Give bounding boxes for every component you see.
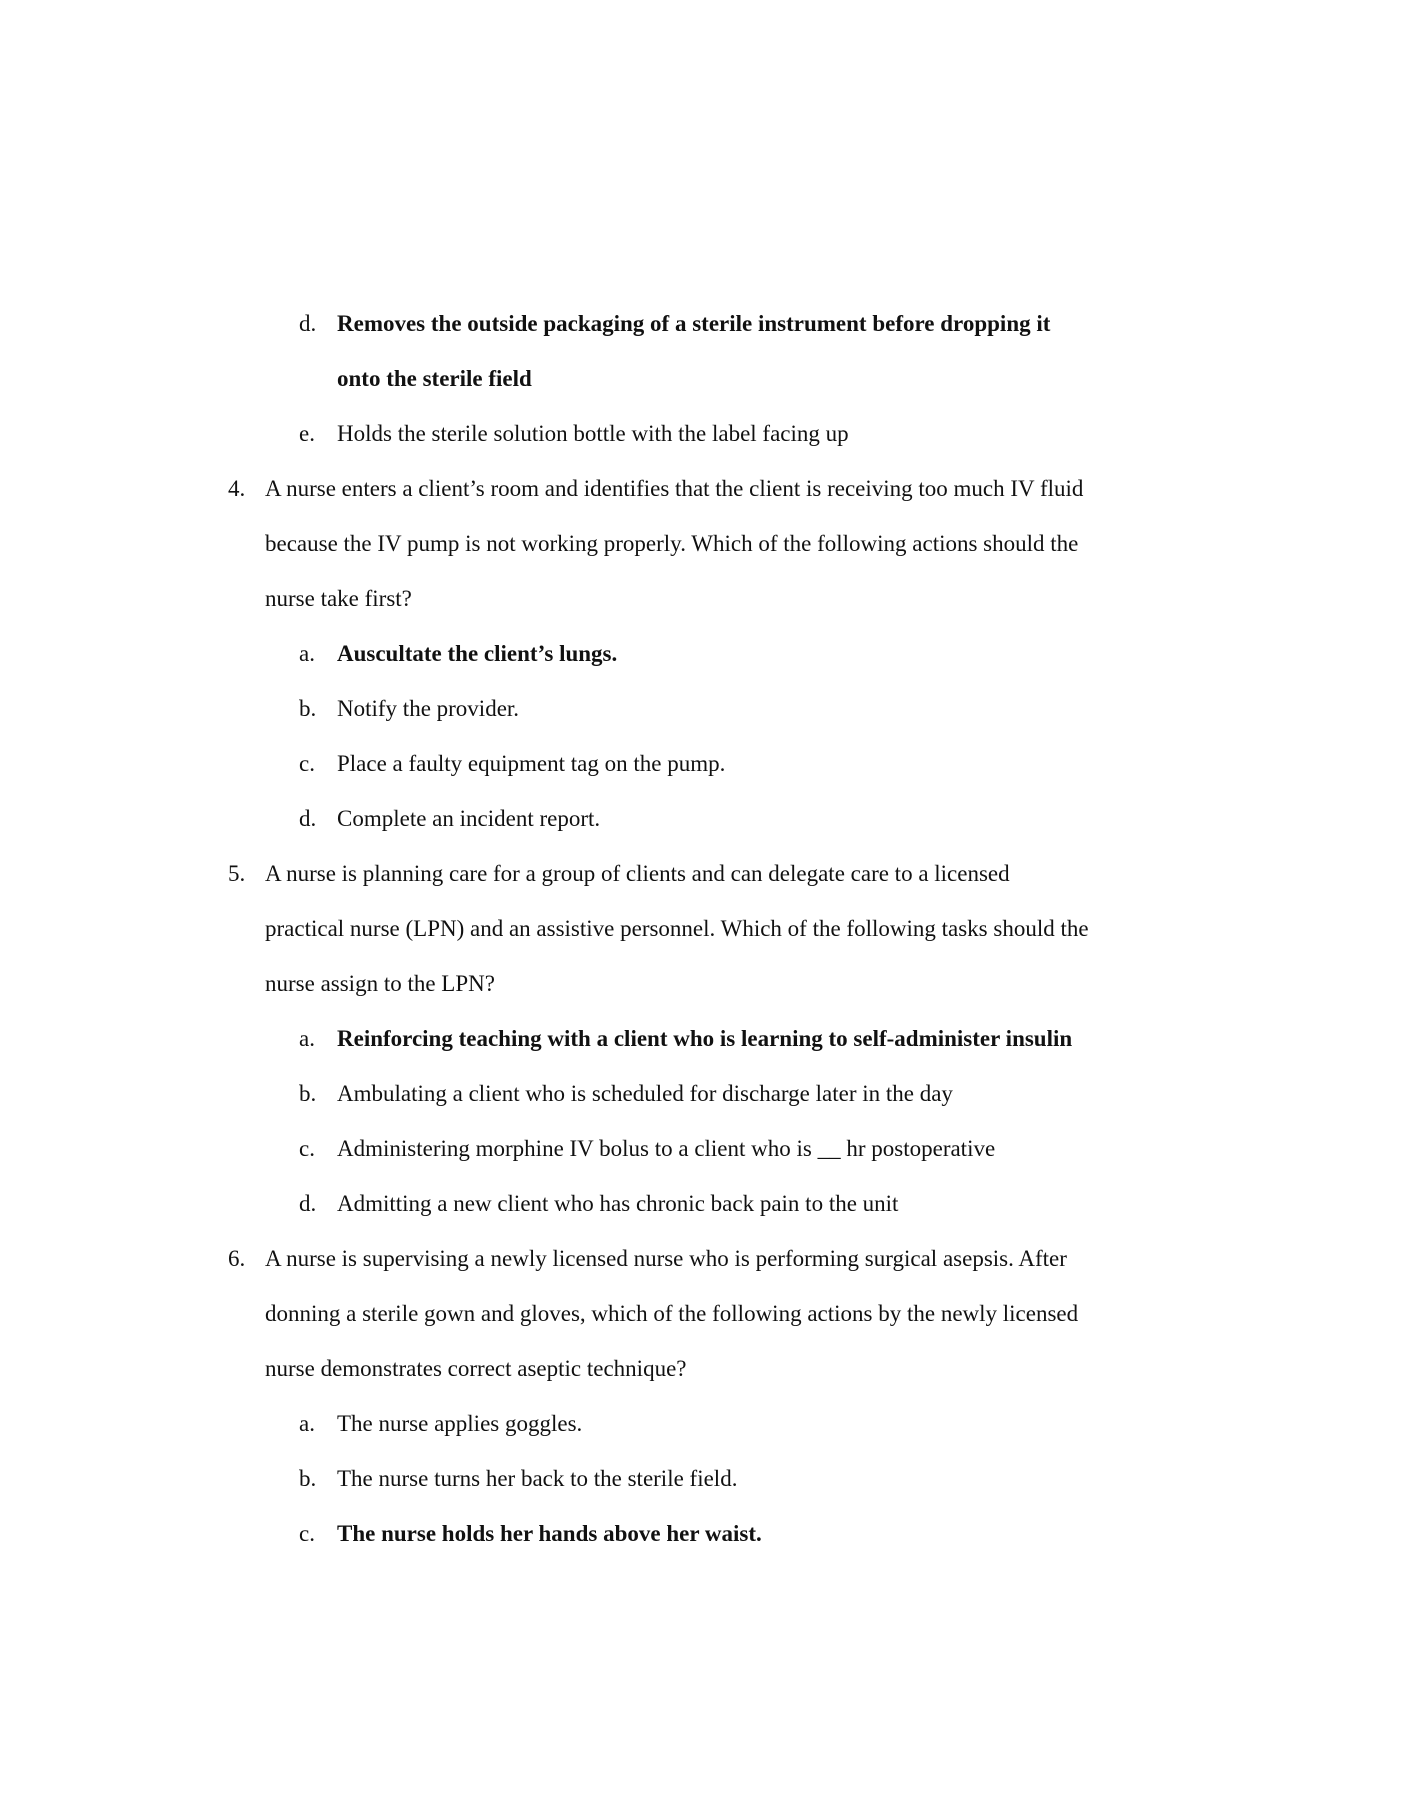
option-text: Holds the sterile solution bottle with the label facing up — [337, 421, 849, 446]
option-letter: d. — [299, 311, 317, 336]
question-number: 5. — [228, 861, 246, 886]
option-text: Administering morphine IV bolus to a client who is __ hr postoperative — [337, 1136, 996, 1161]
question-stem: because the IV pump is not working properly. Which of the following actions should the — [265, 531, 1079, 556]
question-stem: nurse assign to the LPN? — [265, 971, 495, 996]
option-text: Notify the provider. — [337, 696, 520, 721]
question-stem: practical nurse (LPN) and an assistive personnel. Which of the following tasks should the — [265, 916, 1089, 941]
option-text-correct: Reinforcing teaching with a client who is learning to self-administer insulin — [337, 1026, 1073, 1051]
option-text-correct: Auscultate the client’s lungs. — [337, 641, 618, 666]
option-letter: a. — [299, 1026, 315, 1051]
option-letter: d. — [299, 1191, 317, 1216]
question-stem: A nurse is planning care for a group of clients and can delegate care to a licensed — [265, 861, 1010, 886]
question-stem: A nurse enters a client’s room and identifies that the client is receiving too much IV fluid — [265, 476, 1084, 501]
option-letter: b. — [299, 1081, 317, 1106]
option-letter: d. — [299, 806, 317, 831]
option-text-correct: Removes the outside packaging of a sterile instrument before dropping it — [337, 311, 1051, 336]
option-letter: b. — [299, 696, 317, 721]
option-letter: b. — [299, 1466, 317, 1491]
option-text: The nurse applies goggles. — [337, 1411, 583, 1436]
option-text: Admitting a new client who has chronic back pain to the unit — [337, 1191, 899, 1216]
question-number: 6. — [228, 1246, 246, 1271]
option-text: The nurse turns her back to the sterile field. — [337, 1466, 738, 1491]
option-letter: c. — [299, 751, 315, 776]
option-letter: e. — [299, 421, 315, 446]
question-stem: A nurse is supervising a newly licensed nurse who is performing surgical asepsis. After — [265, 1246, 1067, 1271]
option-text-correct: onto the sterile field — [337, 366, 532, 391]
option-text: Complete an incident report. — [337, 806, 601, 831]
option-text-correct: The nurse holds her hands above her waist. — [337, 1521, 762, 1546]
option-letter: a. — [299, 641, 315, 666]
option-letter: a. — [299, 1411, 315, 1436]
option-text: Ambulating a client who is scheduled for discharge later in the day — [337, 1081, 953, 1106]
question-stem: donning a sterile gown and gloves, which of the following actions by the newly licensed — [265, 1301, 1079, 1326]
option-letter: c. — [299, 1521, 315, 1546]
option-text: Place a faulty equipment tag on the pump. — [337, 751, 726, 776]
question-stem: nurse demonstrates correct aseptic technique? — [265, 1356, 687, 1381]
question-stem: nurse take first? — [265, 586, 412, 611]
option-letter: c. — [299, 1136, 315, 1161]
question-number: 4. — [228, 476, 246, 501]
